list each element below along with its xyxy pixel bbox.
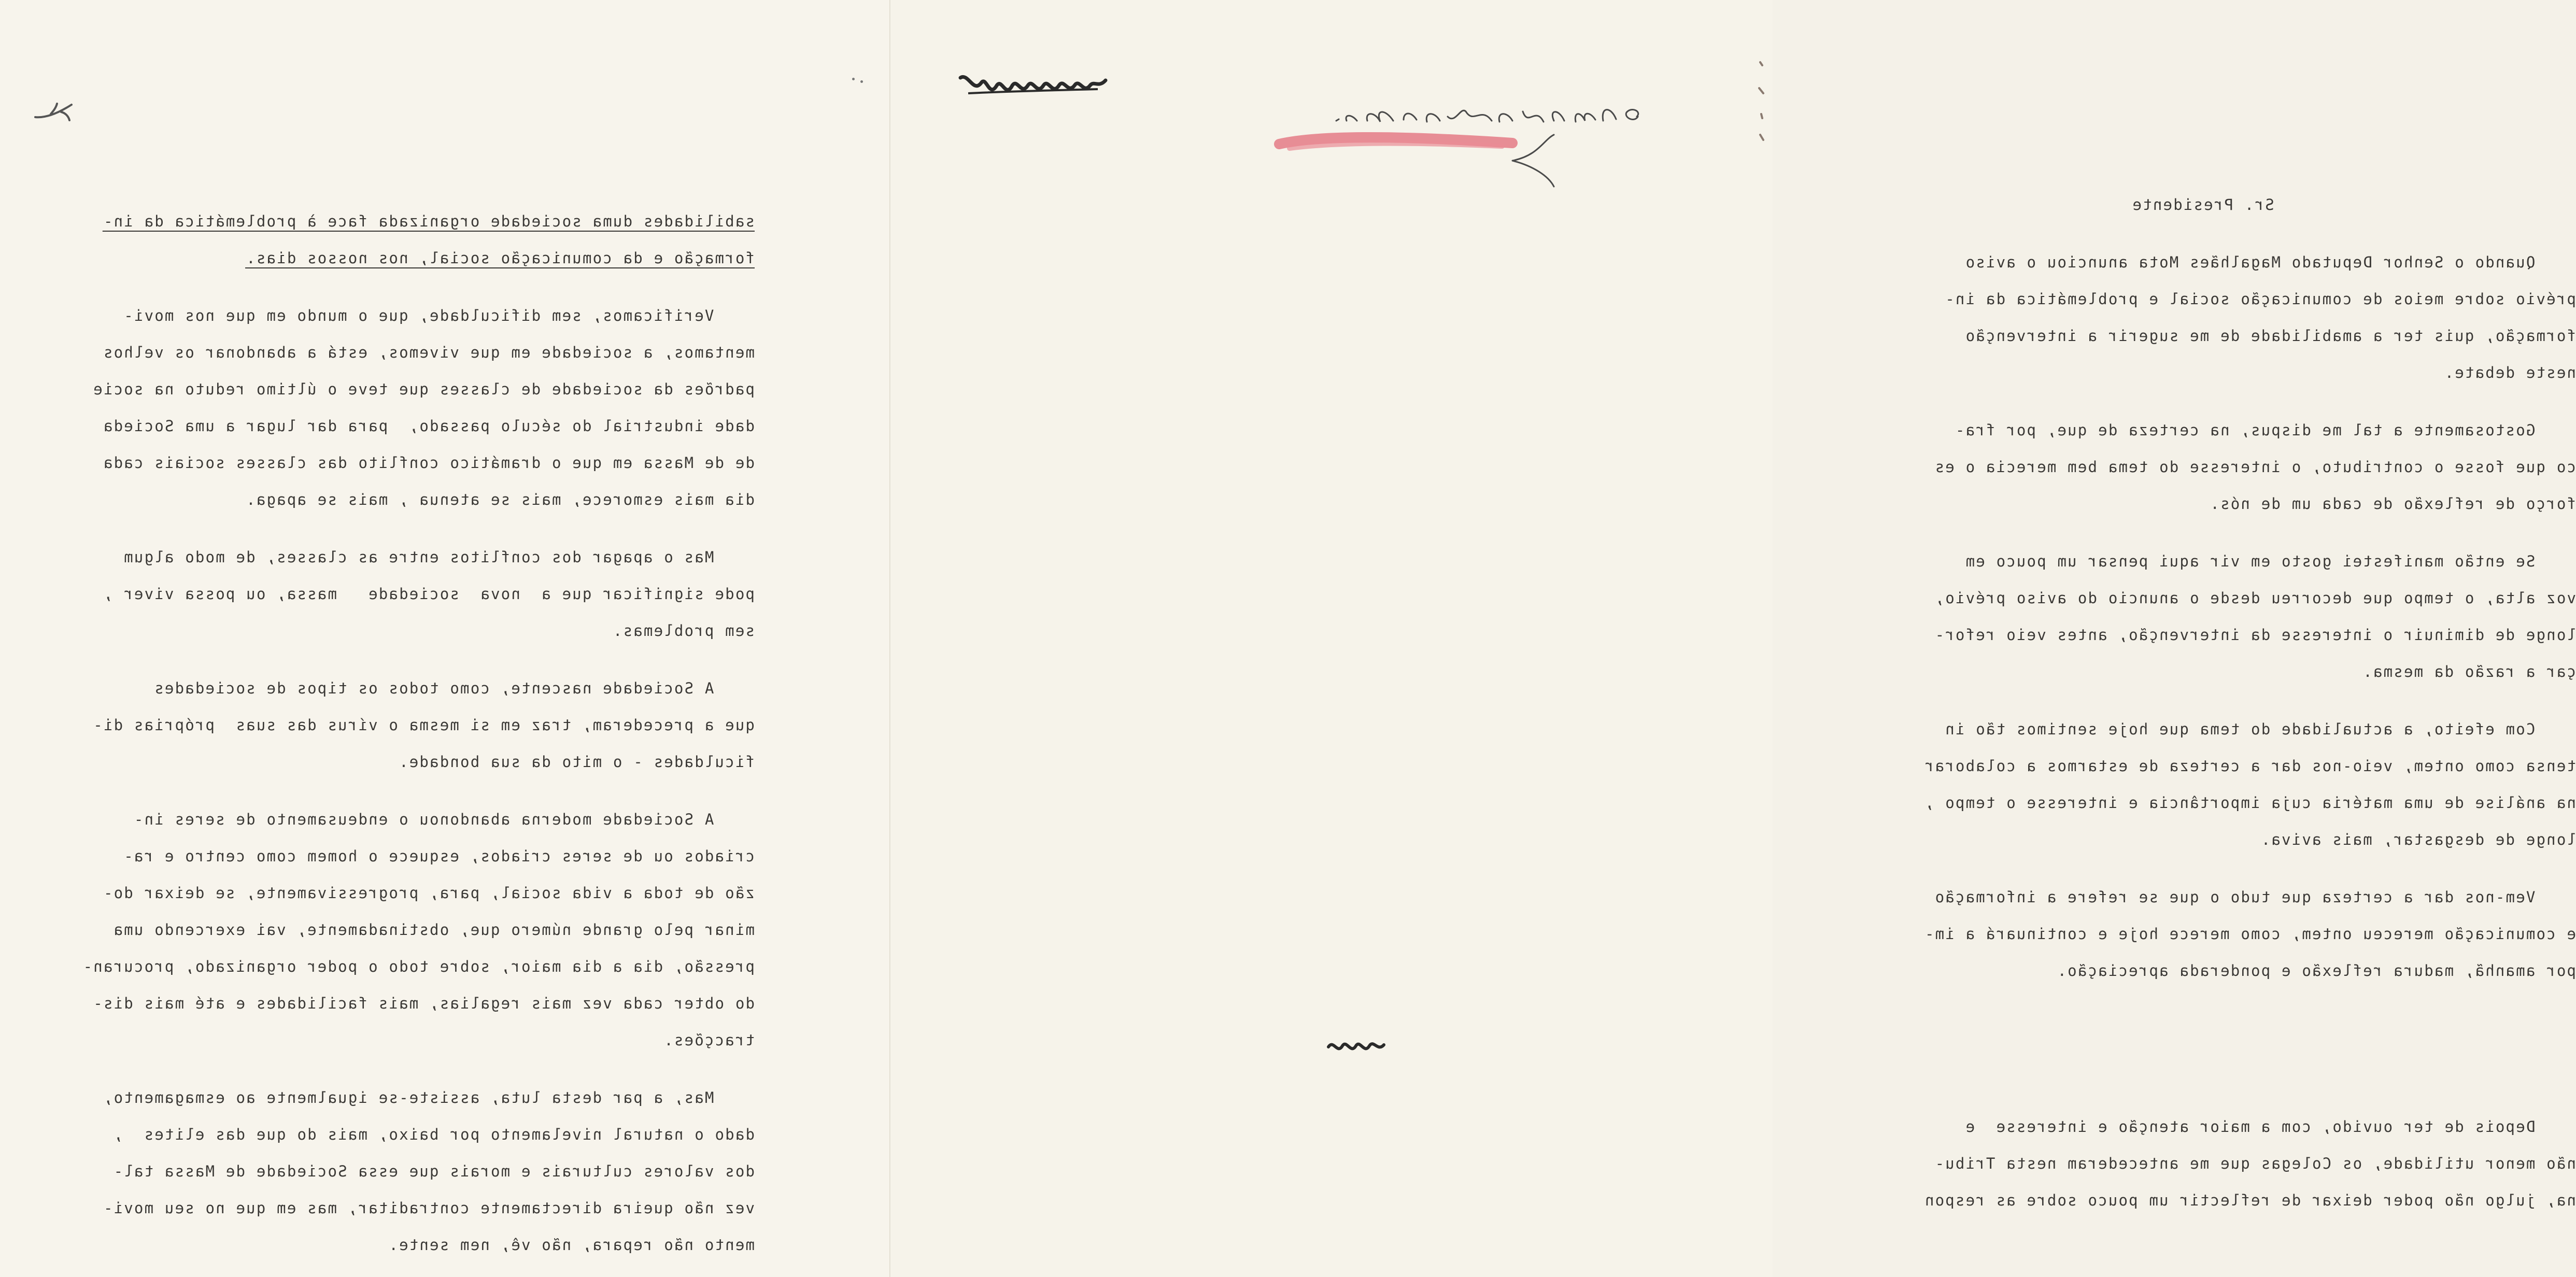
pencil-mark-icon <box>30 97 77 129</box>
paragraph-gap <box>19 649 755 670</box>
right-page-text <box>1830 187 2576 1219</box>
speck <box>852 78 855 80</box>
text-line: sabilidades duma sociedade organizada face à problemática da in- <box>102 212 755 230</box>
text-line: dade industrial do século passado, para dar lugar a uma Socieda <box>102 417 755 435</box>
text-line: Com efeito, a actualidade do tema que hoje sentimos tão in <box>1944 720 2576 738</box>
left-page-text <box>19 203 755 1264</box>
speck <box>860 80 863 83</box>
text-line: Mas o apagar dos conflitos entre as classes, de modo algum <box>123 548 755 566</box>
text-line: sem problemas. <box>612 622 755 640</box>
text-line: prévio sobre meios de comunicação social e problemática da in- <box>1944 290 2576 308</box>
paragraph-gap <box>19 781 755 801</box>
text-line: de de Massa em que o dramático conflito das classes sociais cada <box>102 454 755 472</box>
section-gap <box>1830 989 2576 1088</box>
text-line: Quando o Senhor Deputado Magalhães Mota anunciou o aviso <box>1964 253 2576 271</box>
text-line: Vem-nos dar a certeza que tudo o que se refere a informação <box>1934 888 2576 906</box>
text-line: Depois de ter ouvido, com a maior atenção e interesse e <box>1964 1118 2576 1136</box>
squiggle-separator-icon <box>1326 1037 1388 1057</box>
margin-mark-icon <box>1751 57 1772 145</box>
text-line: formação, quis ter a amabilidade de me sugerir a intervenção <box>1964 327 2576 345</box>
text-line: longe de desgastar, mais aviva. <box>2260 831 2576 848</box>
text-line: por amanhã, madura reflexão e ponderada apreciação. <box>2056 962 2576 980</box>
text-line: voz alta, o tempo que decorreu desde o anuncio do aviso prévio, <box>1934 589 2576 607</box>
text-line: ficuldades - o mito da sua bondade. <box>398 753 755 771</box>
text-line: forço de reflexão de cada um de nós. <box>2209 495 2576 513</box>
text-line: padrões da sociedade de classes que teve o último reduto na socie <box>92 380 755 398</box>
text-line: çar a razão da mesma. <box>2362 663 2576 680</box>
text-line: na análise de uma matéria cuja importância e interesse o tempo , <box>1923 794 2576 812</box>
text-line: Verificamos, sem dificuldade, que o mundo em que nos movi- <box>123 307 755 324</box>
text-line: pressão, dia a dia maior, sobre todo o poder organizado, procuran- <box>82 958 755 975</box>
scribble-mark-icon <box>958 62 1108 109</box>
text-line: na, julgo não poder deixar de reflectir um pouco sobre as respon <box>1923 1191 2576 1209</box>
paragraph-gap <box>19 1059 755 1080</box>
red-pencil-stroke <box>1274 129 1523 160</box>
text-line: dos valores culturais e morais que essa Sociedade de Massa tal- <box>112 1162 755 1180</box>
text-line: longe de diminuir o interesse da intervenção, antes veio refor- <box>1934 626 2576 644</box>
text-line: vez não queira directamente contraditar, mas em que no seu movi- <box>102 1199 755 1217</box>
paragraph-gap <box>1830 1088 2576 1109</box>
text-line: Mas, a par desta luta, assiste-se igualmente ao esmagamento, <box>102 1089 755 1106</box>
text-line: tracções. <box>663 1031 755 1049</box>
paragraph-gap <box>1830 858 2576 879</box>
pencil-bracket-icon <box>1502 124 1564 192</box>
text-line: neste debate. <box>2443 364 2576 381</box>
text-line: co que fosse o contributo, o interesse do tema bem merecia o es <box>1934 458 2576 476</box>
text-line: criados ou de seres criados, esquece o homem como centro e ra- <box>123 847 755 865</box>
text-line: A Sociedade moderna abandonou o endeusamento de seres in- <box>133 811 755 828</box>
text-line: do obter cada vez mais regalias, mais facilidades e até mais dis- <box>92 995 755 1012</box>
paragraph-gap <box>19 518 755 539</box>
paragraph-gap <box>1830 223 2576 244</box>
paragraph-gap <box>1830 391 2576 412</box>
paragraph-gap <box>1830 690 2576 711</box>
text-line: pode significar que a nova sociedade massa, ou possa viver , <box>102 585 755 603</box>
text-line: não menor utilidade, os Colegas que me antecederam nesta Tribu- <box>1934 1155 2576 1172</box>
salutation: Sr. Presidente <box>2131 196 2274 214</box>
text-line: tensa como ontem, veio-nos dar a certeza de estarmos a colaborar <box>1923 757 2576 775</box>
paragraph-gap <box>19 277 755 297</box>
right-page <box>890 0 2576 1277</box>
left-page <box>0 0 890 1277</box>
text-line: Gostosamente a tal me dispus, na certeza de que, por fra- <box>1954 421 2576 439</box>
paragraph-gap <box>1830 522 2576 543</box>
text-line: A Sociedade nascente, como todos os tipos de sociedades <box>153 679 755 697</box>
text-line: Se então manifestei gosto em vir aqui pensar um pouco em <box>1964 552 2576 570</box>
text-line: dado o natural nivelamento por baixo, mais do que das elites , <box>112 1126 755 1143</box>
text-line: zão de toda a vida social, para, progressivamente, se deixar do- <box>102 884 755 902</box>
text-line: dia mais esmorece, mais se atenua , mais se apaga. <box>245 491 755 508</box>
text-line: minar pelo grande número que, obstinadamente, vai exercendo uma <box>112 921 755 939</box>
text-line: mentamos, a sociedade em que vivemos, está a abandonar os velhos <box>102 344 755 361</box>
text-line: e comunicação mereceu ontem, como merece hoje e continuará a im- <box>1923 925 2576 943</box>
text-line: que a precederam, traz em si mesma o vírus das suas próprias di- <box>92 716 755 734</box>
text-line: formação e da comunicação social, nos nossos dias. <box>245 249 755 267</box>
text-line: mento não repara, não vê, nem sente. <box>388 1236 755 1254</box>
